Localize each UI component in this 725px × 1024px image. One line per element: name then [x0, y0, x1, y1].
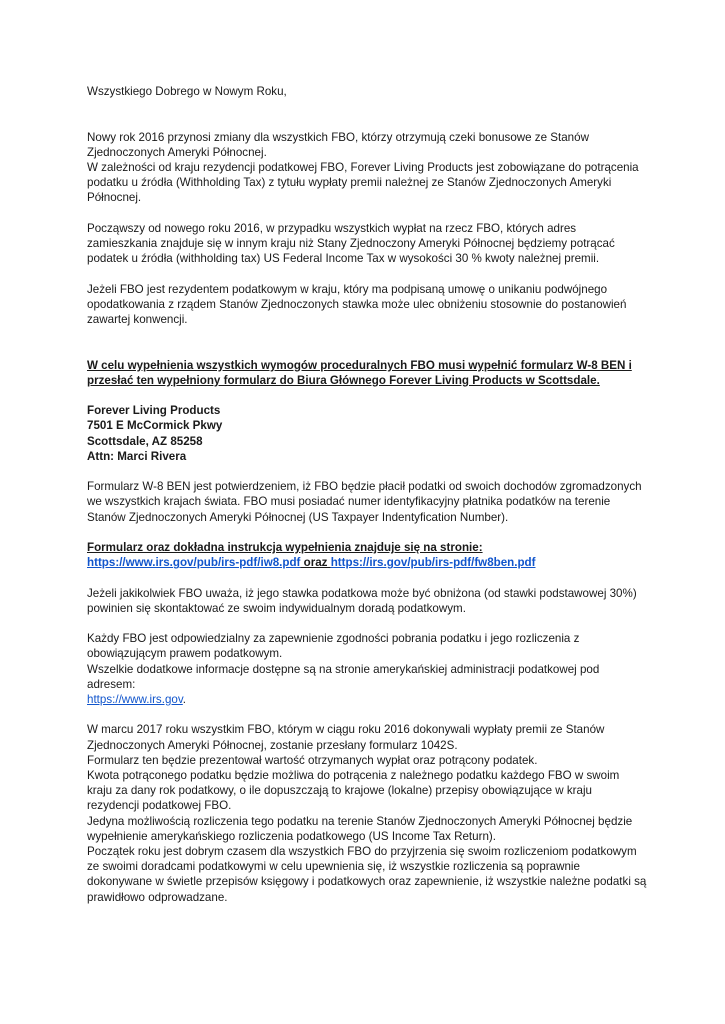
closing-paragraph — [87, 722, 647, 904]
w8ben-info-paragraph: Formularz W-8 BEN jest potwierdzeniem, iż FBO będzie płacił podatki od swoich dochodów zgromadzonych we wszystkich krajach świata. FBO musi posiadać numer identyfikacyjny płatnika podatków na terenie Stanów Zjednoczonych Ameryki Północnej (US Taxpayer Indentyfication Number). — [87, 480, 642, 524]
instructions-links — [87, 555, 647, 570]
letter-page — [87, 84, 647, 920]
intro-withholding-text: W zależności od kraju rezydencji podatkowej FBO, Forever Living Products jest zobowiązane do potrącenia podatku u źródła (Withholding Tax) z tytułu wypłaty premii należnej ze Stanów Zjednoczonych Ameryki Północnej. — [87, 161, 639, 205]
address-attn: Attn: Marci Rivera — [87, 449, 187, 463]
links-connector: oraz — [300, 556, 331, 570]
responsibility-text: Każdy FBO jest odpowiedzialny za zapewnienie zgodności pobrania podatku i jego rozliczenia z obowiązującym prawem podatkowym. — [87, 632, 580, 661]
review-advice-text: Początek roku jest dobrym czasem dla wszystkich FBO do przyjrzenia się swoim rozliczeniom podatkowym ze swoimi doradcami podatkowymi w celu upewnienia się, iż wszystkie rozliczenia są poprawnie dokonywane w świetle przepisów księgowy i podatkowych oraz zapewnienie, iż wszystkie należne podatki są prawidłowo odprowadzane. — [87, 845, 647, 904]
instructions-heading: Formularz oraz dokładna instrukcja wypełnienia znajduje się na stronie: — [87, 540, 483, 554]
advisor-paragraph: Jeżeli jakikolwiek FBO uważa, iż jego stawka podatkowa może być obniżona (od stawki podstawowej 30%) powinien się skontaktować ze swoim indywidualnym doradą podatkowym. — [87, 586, 637, 615]
fw8ben-pdf-link[interactable]: https://irs.gov/pub/irs-pdf/fw8ben.pdf — [330, 556, 536, 570]
form-presentation-text: Formularz ten będzie prezentował wartość otrzymanych wypłat oraz potrącony podatek. — [87, 753, 538, 767]
form-1042s-text: W marcu 2017 roku wszystkim FBO, którym w ciągu roku 2016 dokonywali wypłaty premii ze Stanów Zjednoczonych Ameryki Północnej, zostanie przesłany formularz 1042S. — [87, 723, 605, 752]
tax-return-text: Jedyna możliwością rozliczenia tego podatku na terenie Stanów Zjednoczonych Ameryki Północnej będzie wypełnienie amerykańskiego rozliczenia podatkowego (US Income Tax Return). — [87, 814, 633, 843]
iw8-pdf-link[interactable]: https://www.irs.gov/pub/irs-pdf/iw8.pdf — [87, 556, 301, 570]
intro-paragraph — [87, 130, 647, 206]
mailing-address — [87, 403, 647, 464]
address-street: 7501 E McCormick Pkwy — [87, 419, 223, 433]
irs-website-link[interactable]: https://www.irs.gov — [87, 692, 183, 706]
address-city: Scottsdale, AZ 85258 — [87, 434, 203, 448]
irs-link-period: . — [182, 692, 187, 706]
intro-change-text: Nowy rok 2016 przynosi zmiany dla wszystkich FBO, którzy otrzymują czeki bonusowe ze Stanów Zjednoczonych Ameryki Północnej. — [87, 130, 589, 159]
more-info-text: Wszelkie dodatkowe informacje dostępne są na stronie amerykańskiej administracji podatkowej pod adresem: — [87, 662, 600, 691]
responsibility-paragraph — [87, 631, 647, 707]
address-company: Forever Living Products — [87, 404, 221, 418]
withholding-paragraph: Począwszy od nowego roku 2016, w przypadku wszystkich wypłat na rzecz FBO, których adres zamieszkania znajduje się w innym kraju niż Stany Zjednoczony Ameryki Północnej będziemy potrącać podatek u źródła (withholding tax) US Federal Income Tax w wysokości 30 % kwoty należnej premii. — [87, 221, 615, 266]
tax-credit-text: Kwota potrąconego podatku będzie możliwa do potrącenia z należnego podatku każdego FBO w swoim kraju za dany rok podatkowy, o ile dopuszczają to krajowe (lokalne) przepisy obowiązujące w kraju rezydencji podatkowej FBO. — [87, 768, 620, 813]
requirement-notice: W celu wypełnienia wszystkich wymogów proceduralnych FBO musi wypełnić formularz W-8 BEN i przesłać ten wypełniony formularz do Biura Głównego Forever Living Products w Scottsdale. — [87, 358, 632, 387]
greeting: Wszystkiego Dobrego w Nowym Roku, — [87, 85, 287, 98]
treaty-paragraph: Jeżeli FBO jest rezydentem podatkowym w kraju, który ma podpisaną umowę o unikaniu podwójnego opodatkowania z rządem Stanów Zjednoczonych stawka może ulec obniżeniu stosownie do postanowień zawartej konwencji. — [87, 282, 627, 326]
instructions-paragraph — [87, 540, 647, 570]
irs-link-line — [87, 692, 647, 707]
